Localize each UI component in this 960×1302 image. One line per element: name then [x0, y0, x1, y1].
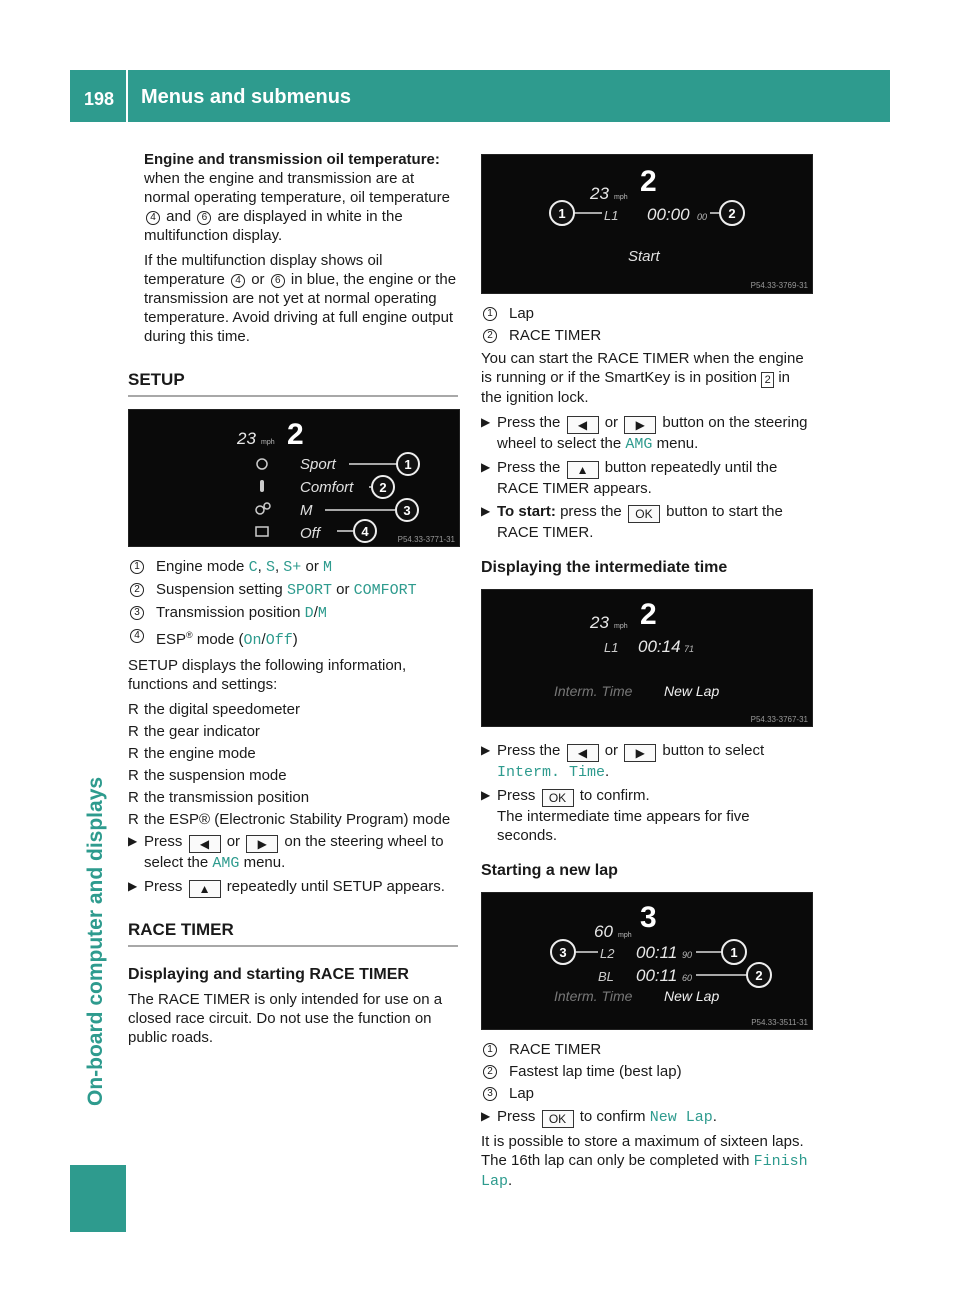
ok-key-icon: OK [628, 505, 660, 523]
setup-callout-4 [354, 520, 376, 542]
callout-3-icon: 3 [483, 1087, 497, 1101]
race-timer-heading: RACE TIMER [128, 920, 458, 947]
page-number: 198 [84, 89, 115, 109]
legend-text: Suspension setting [156, 581, 283, 598]
screen1-speed: 23 [590, 184, 609, 203]
svg-text:3: 3 [559, 945, 567, 960]
oil-temp-text-1: when the engine and transmission are at normal operating temperature, oil temperature [144, 170, 450, 206]
arrow-icon: ▶ [481, 504, 491, 518]
oil-temp-section [128, 150, 458, 346]
legend-mode: mode [196, 631, 235, 648]
new-lap-heading: Starting a new lap [481, 862, 618, 879]
legend-item: 2 RACE TIMER [481, 326, 813, 345]
setup-speed-unit: mph [261, 439, 275, 446]
intermediate-time-heading: Displaying the intermediate time [481, 559, 728, 576]
left-key-icon: ◀ [567, 416, 599, 434]
setup-row-m: M [300, 502, 313, 519]
transmission-icon [256, 506, 264, 514]
engine-icon [257, 459, 267, 469]
arrow-icon: ▶ [128, 834, 138, 848]
legend-text: Engine mode [156, 558, 245, 575]
code-amg: AMG [625, 436, 653, 453]
svg-text:3: 3 [403, 503, 411, 518]
callout-1-icon: 1 [130, 560, 144, 574]
legend-or: or [305, 558, 319, 575]
screen2-frac: 71 [684, 644, 695, 654]
setup-row-comfort: Comfort [300, 479, 354, 496]
legend-item [128, 580, 458, 600]
intermediate-time-display-image [481, 589, 813, 727]
list-item: R the suspension mode [128, 767, 287, 784]
legend-item: 1 Engine mode C, S, S+ or M [128, 557, 458, 577]
code-d: D [304, 605, 314, 622]
code-s-plus: S+ [283, 559, 302, 576]
setup-legend [128, 557, 458, 650]
screen2-code: P54.33-3767-31 [750, 715, 808, 724]
screen1-gear: 2 [640, 165, 657, 198]
setup-display-image [128, 409, 460, 547]
instruction-step: ▶ Press the ▲ button repeatedly until the RACE TIMER appears. [481, 459, 778, 497]
screen2-gear: 2 [640, 598, 657, 631]
esp-icon [256, 527, 268, 536]
header-separator [126, 70, 128, 122]
list-item: R the engine mode [128, 745, 256, 762]
code-on: On [243, 632, 262, 649]
setup-gear: 2 [287, 418, 304, 451]
screen1-frac: 00 [697, 212, 708, 222]
arrow-icon: ▶ [481, 460, 491, 474]
code-new-lap: New Lap [649, 1109, 713, 1126]
callout-2-icon: 2 [130, 583, 144, 597]
screen3-best-lap: BL [598, 969, 614, 984]
instruction-step: ▶ Press ◀ or ▶ on the steering wheel to select the AMG menu. [128, 833, 444, 872]
arrow-icon: ▶ [481, 743, 491, 757]
legend-item: 3 Transmission position D/M [128, 603, 458, 623]
legend-item: 2 Fastest lap time (best lap) [481, 1062, 813, 1081]
svg-text:1: 1 [558, 206, 566, 221]
legend-item: 1 Lap [481, 304, 813, 323]
ok-key-icon: OK [542, 1110, 574, 1128]
transmission-icon-small [264, 503, 270, 509]
setup-intro: SETUP displays the following information, functions and settings: [128, 657, 407, 693]
legend-item: 4 ESP® mode (On/Off) [128, 626, 458, 650]
arrow-icon: ▶ [481, 415, 491, 429]
left-key-icon: ◀ [567, 744, 599, 762]
right-key-icon: ▶ [246, 835, 278, 853]
oil-temp-or: or [251, 271, 265, 288]
screen3-best-lap-frac: 60 [682, 973, 693, 983]
arrow-icon: ▶ [481, 788, 491, 802]
code-amg: AMG [212, 855, 240, 872]
screen2-interm-time: Interm. Time [554, 683, 633, 699]
code-m: M [317, 605, 327, 622]
legend-text: ESP [156, 631, 187, 648]
race-start-paragraph: You can start the RACE TIMER when the engine is running or if the SmartKey is in position 2 in the ignition lock. [481, 350, 804, 406]
callout-1-icon: 1 [483, 1043, 497, 1057]
screen3-new-lap: New Lap [664, 988, 720, 1004]
screen3-legend [481, 1040, 813, 1103]
list-item: R the gear indicator [128, 723, 260, 740]
instruction-step: ▶ Press ▲ repeatedly until SETUP appears. [128, 878, 445, 896]
instruction-step: ▶ To start: press the OK button to start the RACE TIMER. [481, 503, 783, 541]
screen1-time: 00:00 [647, 205, 690, 224]
callout-6-icon: 6 [271, 274, 285, 288]
legend-or: or [336, 581, 350, 598]
screen2-speed: 23 [590, 613, 609, 632]
screen1-legend [481, 304, 813, 345]
setup-row-off: Off [300, 525, 321, 542]
svg-text:4: 4 [361, 524, 369, 539]
callout-2-icon: 2 [483, 329, 497, 343]
code-off: Off [265, 632, 293, 649]
up-key-icon: ▲ [567, 461, 599, 479]
screen1-lap: L1 [604, 208, 619, 223]
screen2-lap: L1 [604, 640, 619, 655]
setup-callout-2 [372, 476, 394, 498]
list-item: R the digital speedometer [128, 701, 300, 718]
screen3-unit: mph [618, 932, 632, 939]
setup-bullets [128, 700, 458, 829]
code-c: C [248, 559, 258, 576]
right-key-icon: ▶ [624, 416, 656, 434]
screen2-unit: mph [614, 623, 628, 630]
screen3-frac: 90 [682, 950, 693, 960]
oil-temp-title: Engine and transmission oil temperature: [144, 151, 440, 168]
screen3-callout-3 [551, 940, 575, 964]
up-key-icon: ▲ [189, 880, 221, 898]
setup-heading: SETUP [128, 370, 458, 397]
side-tab-marker [70, 1165, 126, 1232]
race-timer-subheading: Displaying and starting RACE TIMER [128, 966, 409, 983]
svg-text:1: 1 [730, 945, 738, 960]
screen1-code: P54.33-3769-31 [750, 281, 808, 290]
legend-item: 1 RACE TIMER [481, 1040, 813, 1059]
screen2-new-lap: New Lap [664, 683, 720, 699]
right-key-icon: ▶ [624, 744, 656, 762]
screen3-gear: 3 [640, 901, 657, 934]
legend-item: 3 Lap [481, 1084, 813, 1103]
screen3-code: P54.33-3511-31 [751, 1018, 808, 1027]
code-s: S [265, 559, 275, 576]
screen2-time: 00:14 [638, 637, 681, 656]
legend-text: Transmission position [156, 604, 301, 621]
svg-text:2: 2 [379, 480, 387, 495]
screen3-best-lap-time: 00:11 [636, 966, 678, 985]
list-item: R the transmission position [128, 789, 310, 806]
race-start-display-image [481, 154, 813, 294]
instruction-step: ▶ Press OK to confirm New Lap. [481, 1108, 717, 1126]
screen3-callout-2 [747, 963, 771, 987]
setup-row-sport: Sport [300, 456, 336, 473]
callout-4-icon: 4 [130, 629, 144, 643]
callout-6-icon: 6 [197, 211, 211, 225]
screen3-time: 00:11 [636, 943, 678, 962]
left-column [128, 150, 458, 1053]
side-tab-label: On-board computer and displays [84, 776, 107, 1106]
screen3-lap: L2 [600, 946, 615, 961]
setup-callout-1 [397, 453, 419, 475]
callout-4-icon: 4 [231, 274, 245, 288]
oil-temp-text-1-end: are displayed in white in the multifunction display. [144, 208, 403, 244]
code-finish-lap: Finish Lap [481, 1153, 808, 1190]
callout-4-icon: 4 [146, 211, 160, 225]
screen3-speed: 60 [594, 922, 613, 941]
screen1-callout-1 [550, 201, 574, 225]
setup-speed: 23 [237, 429, 256, 448]
instruction-step: ▶ Press the ◀ or ▶ button to select Interm. Time. [481, 742, 765, 781]
suspension-icon [260, 480, 264, 492]
page-title: Menus and submenus [141, 86, 352, 108]
screen1-start: Start [628, 248, 660, 265]
oil-temp-and: and [166, 208, 192, 225]
callout-2-icon: 2 [483, 1065, 497, 1079]
laps-info-paragraph: It is possible to store a maximum of sixteen laps. The 16th lap can only be completed with Finish Lap. [481, 1133, 808, 1190]
code-interm-time: Interm. Time [497, 764, 606, 781]
callout-1-icon: 1 [483, 307, 497, 321]
setup-image-code: P54.33-3771-31 [397, 535, 455, 544]
ok-key-icon: OK [542, 789, 574, 807]
list-item: R the ESP® (Electronic Stability Program) mode [128, 811, 451, 828]
race-timer-intro: The RACE TIMER is only intended for use on a closed race circuit. Do not use the function on public roads. [128, 991, 443, 1046]
screen1-callout-2 [720, 201, 744, 225]
svg-text:2: 2 [728, 206, 736, 221]
setup-callout-3 [396, 499, 418, 521]
right-column [481, 150, 813, 1197]
left-key-icon: ◀ [189, 835, 221, 853]
screen3-interm-time: Interm. Time [554, 988, 633, 1004]
svg-text:1: 1 [404, 457, 412, 472]
callout-3-icon: 3 [130, 606, 144, 620]
code-sport: SPORT [286, 582, 332, 599]
instruction-step: ▶ Press OK to confirm. The intermediate time appears for five seconds. [481, 787, 750, 844]
code-comfort: COMFORT [353, 582, 417, 599]
oil-temp-text-2-end: in blue, the engine or the transmission are not yet at normal operating temperature. Avoid driving at full engine output during this time. [144, 271, 457, 345]
new-lap-display-image [481, 892, 813, 1030]
screen3-callout-1 [722, 940, 746, 964]
svg-text:2: 2 [755, 968, 763, 983]
screen1-unit: mph [614, 194, 628, 201]
arrow-icon: ▶ [128, 879, 138, 893]
code-m: M [323, 559, 333, 576]
instruction-step: ▶ Press the ◀ or ▶ button on the steering wheel to select the AMG menu. [481, 414, 808, 453]
key-position-icon: 2 [761, 372, 774, 388]
oil-temp-text-2: If the multifunction display shows oil temperature [144, 252, 383, 288]
arrow-icon: ▶ [481, 1109, 491, 1123]
